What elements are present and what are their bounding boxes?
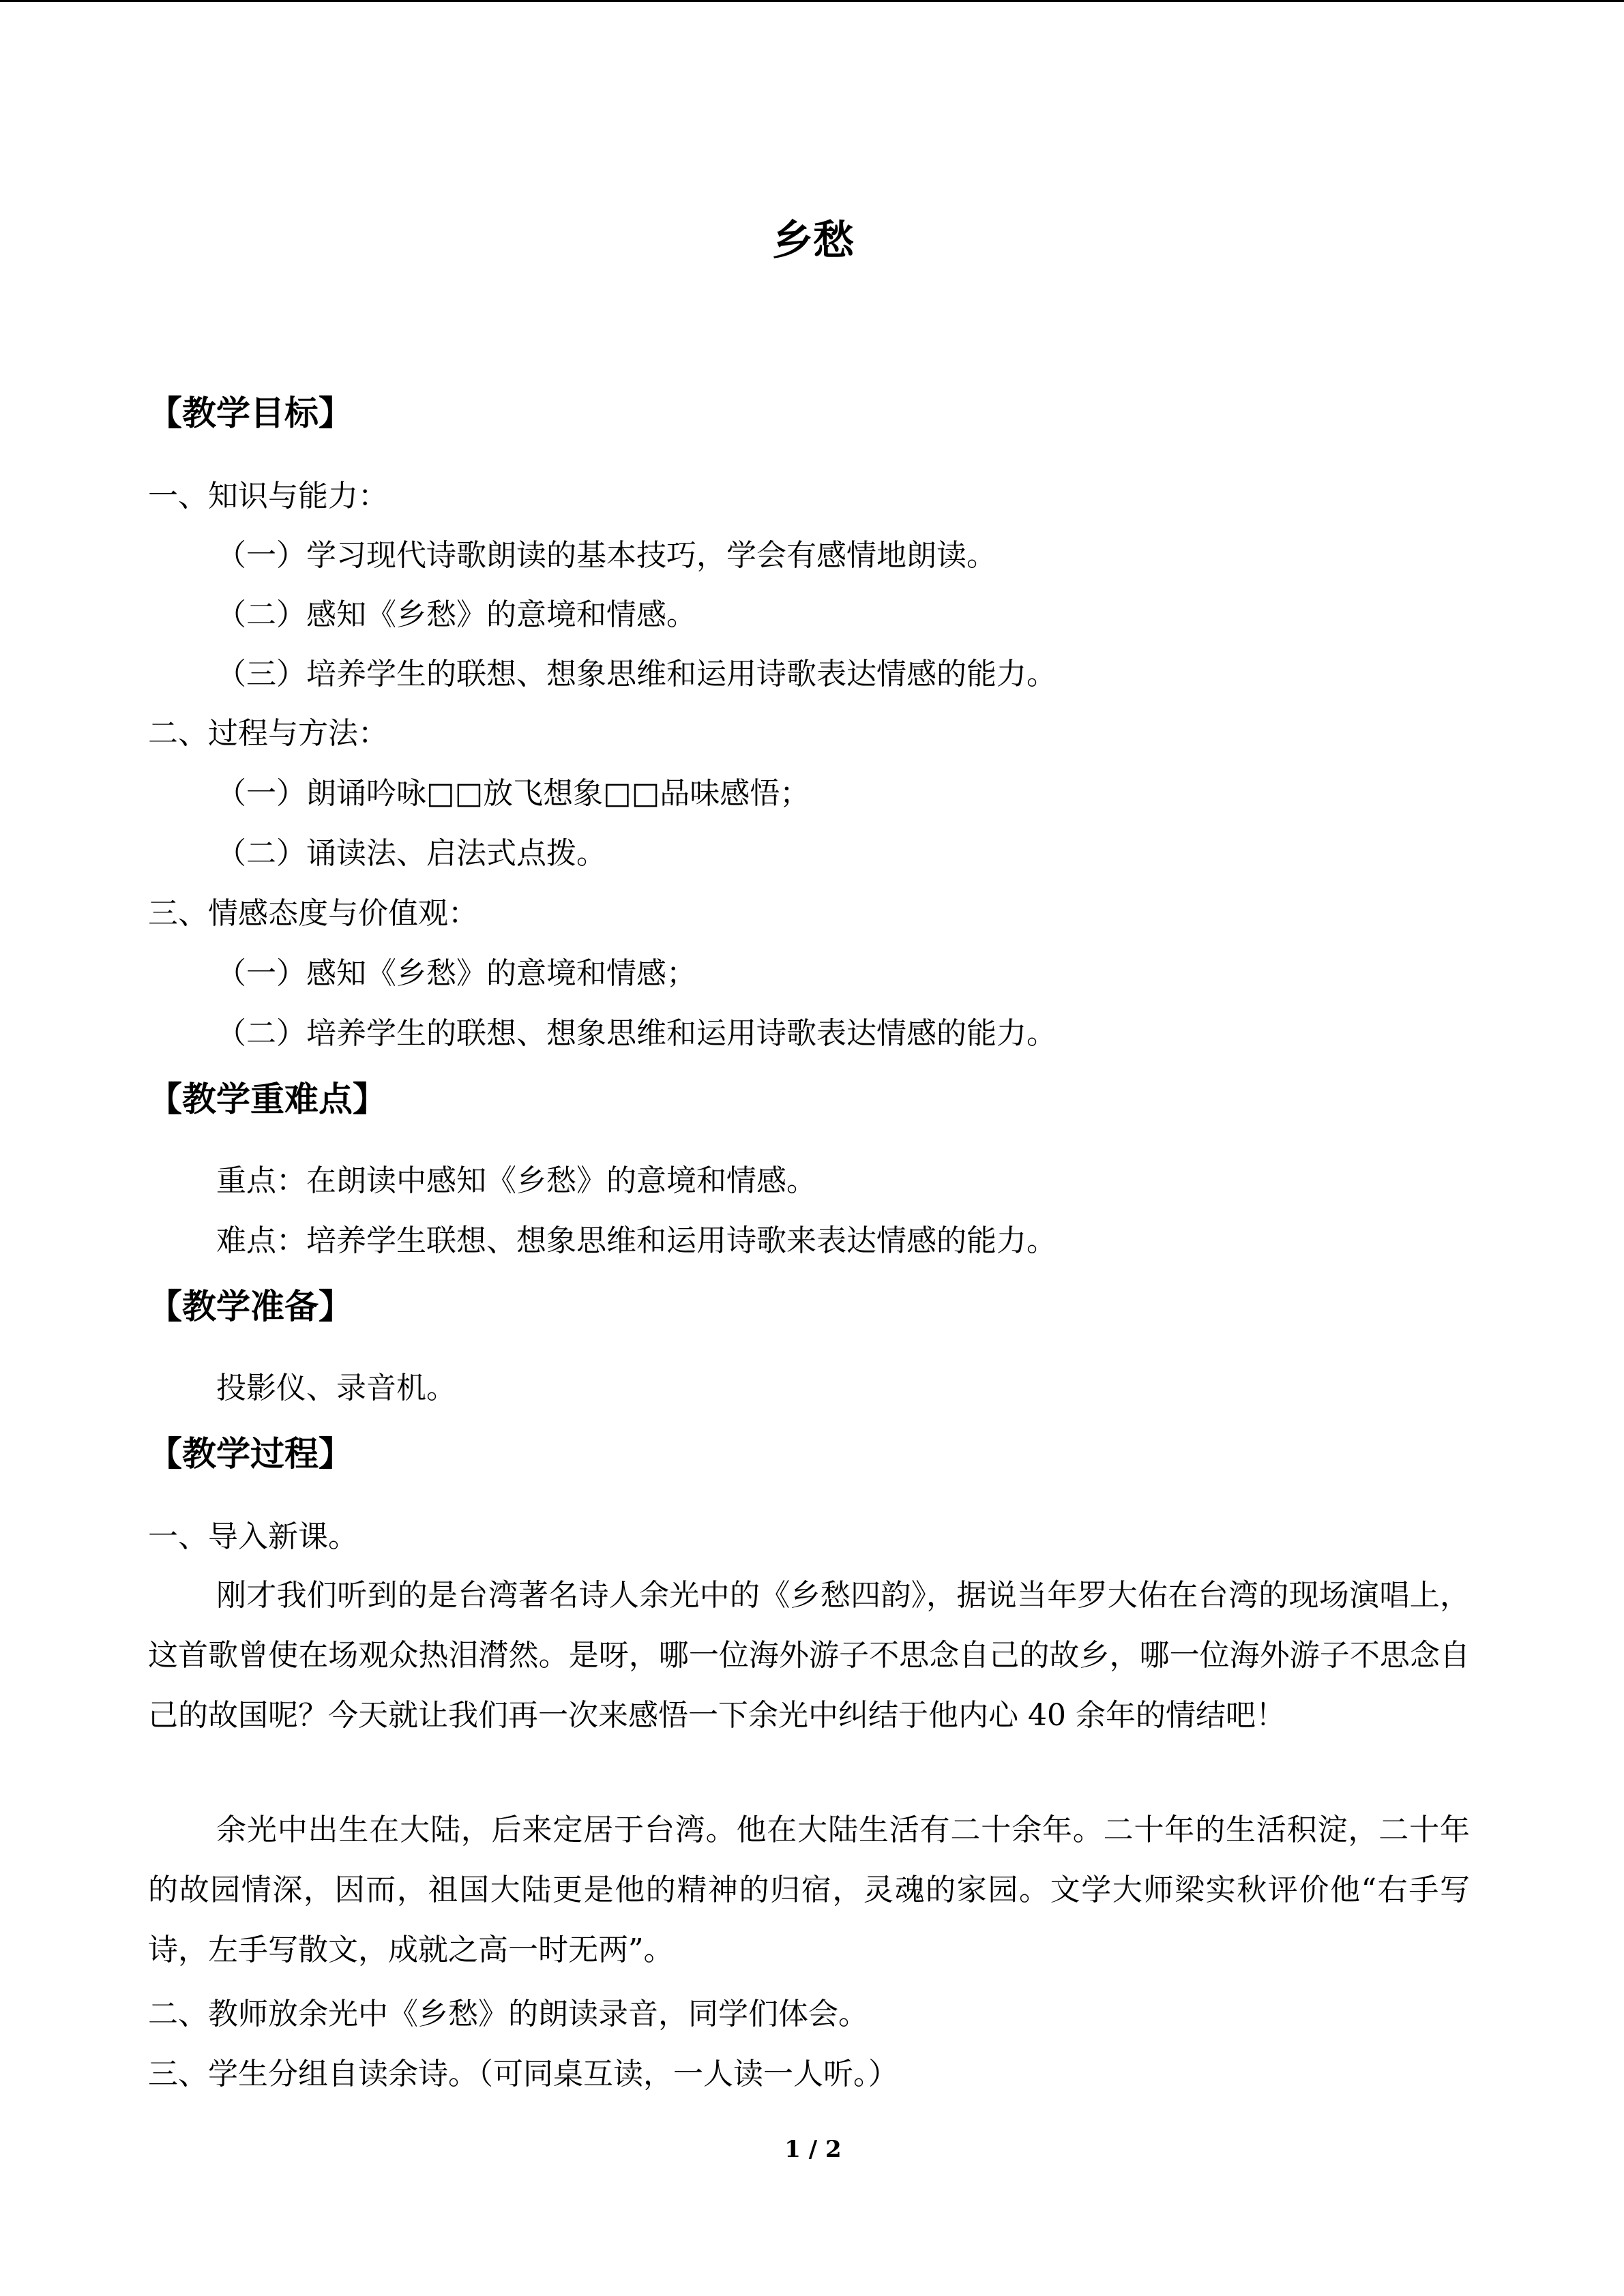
objective-item: （一）感知《乡愁》的意境和情感； bbox=[216, 956, 696, 991]
difficult-point-item: 难点：培养学生联想、想象思维和运用诗歌来表达情感的能力。 bbox=[216, 1223, 1057, 1258]
process-paragraph-author: 余光中出生在大陆，后来定居于台湾。他在大陆生活有二十余年。二十年的生活积淀，二十年的故园情深，因而，祖国大陆更是他的精神的归宿，灵魂的家园。文学大师梁实秋评价他“右手写诗，左手写散文，成就之高一时无两”。 bbox=[148, 1813, 1470, 1967]
objective-part-knowledge: 一、知识与能力： bbox=[148, 479, 388, 513]
objective-item: （二）感知《乡愁》的意境和情感。 bbox=[216, 597, 696, 632]
preparation-text: 投影仪、录音机。 bbox=[216, 1371, 456, 1405]
page-number: 1 / 2 bbox=[784, 2136, 842, 2163]
objective-part-values: 三、情感态度与价值观： bbox=[148, 896, 478, 931]
objective-item: （一）朗诵吟咏□□放飞想象□□品味感悟； bbox=[216, 776, 810, 811]
objective-part-process: 二、过程与方法： bbox=[148, 716, 388, 751]
process-step-recording: 二、教师放余光中《乡愁》的朗读录音，同学们体会。 bbox=[148, 1997, 868, 2031]
objective-item: （一）学习现代诗歌朗读的基本技巧，学会有感情地朗读。 bbox=[216, 538, 996, 573]
process-paragraph-intro: 刚才我们听到的是台湾著名诗人余光中的《乡愁四韵》，据说当年罗大佑在台湾的现场演唱上，这首歌曾使在场观众热泪潸然。是呀，哪一位海外游子不思念自己的故乡，哪一位海外游子不思念自己的故国呢？今天就让我们再一次来感悟一下余光中纠结于他内心 40 余年的情结吧！ bbox=[148, 1578, 1470, 1733]
page-top-border bbox=[0, 0, 1624, 2]
process-step-introduction: 一、导入新课。 bbox=[148, 1519, 358, 1554]
heading-preparation: 【教学准备】 bbox=[148, 1287, 353, 1326]
process-step-group-reading: 三、学生分组自读余诗。（可同桌互读，一人读一人听。） bbox=[148, 2057, 898, 2091]
heading-teaching-objectives: 【教学目标】 bbox=[148, 393, 353, 433]
heading-key-points: 【教学重难点】 bbox=[148, 1079, 387, 1119]
objective-item: （三）培养学生的联想、想象思维和运用诗歌表达情感的能力。 bbox=[216, 657, 1057, 691]
key-point-item: 重点：在朗读中感知《乡愁》的意境和情感。 bbox=[216, 1163, 816, 1198]
objective-item: （二）培养学生的联想、想象思维和运用诗歌表达情感的能力。 bbox=[216, 1016, 1057, 1051]
heading-teaching-process: 【教学过程】 bbox=[148, 1434, 353, 1474]
objective-item: （二）诵读法、启法式点拨。 bbox=[216, 836, 606, 871]
document-title: 乡愁 bbox=[772, 217, 854, 265]
